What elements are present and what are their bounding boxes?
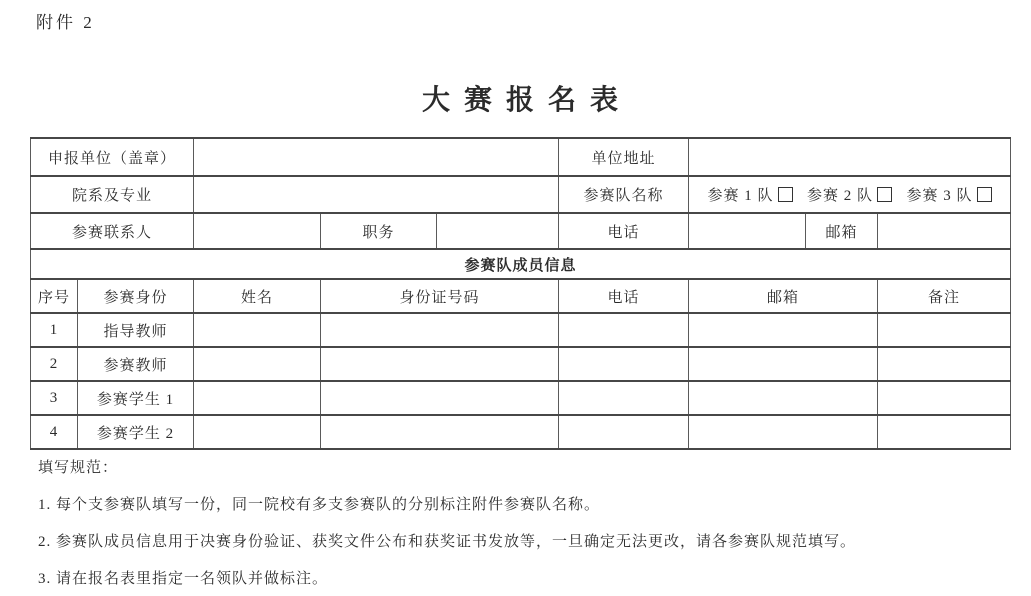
unit-address-field[interactable] bbox=[689, 138, 1011, 176]
department-label: 院系及专业 bbox=[31, 176, 194, 213]
position-field[interactable] bbox=[437, 213, 559, 249]
department-field[interactable] bbox=[194, 176, 559, 213]
member-2-email-field[interactable] bbox=[689, 347, 878, 381]
member-1-no: 1 bbox=[31, 313, 78, 347]
row-members-section bbox=[31, 249, 1011, 279]
contact-label: 参赛联系人 bbox=[31, 213, 194, 249]
members-section-title: 参赛队成员信息 bbox=[31, 249, 1011, 279]
registration-form-table bbox=[30, 137, 1011, 450]
col-header-no: 序号 bbox=[31, 279, 78, 313]
member-3-id-field[interactable] bbox=[321, 381, 559, 415]
team-name-label: 参赛队名称 bbox=[559, 176, 689, 213]
col-header-name: 姓名 bbox=[194, 279, 321, 313]
team-option-3-label: 参赛 3 队 bbox=[906, 188, 973, 204]
col-header-email: 邮箱 bbox=[689, 279, 878, 313]
team-option-2-label: 参赛 2 队 bbox=[807, 188, 874, 204]
member-4-phone-field[interactable] bbox=[559, 415, 689, 449]
member-2-note-field[interactable] bbox=[878, 347, 1011, 381]
team-option-3 bbox=[907, 184, 992, 205]
member-4-note-field[interactable] bbox=[878, 415, 1011, 449]
note-item-2: 2. 参赛队成员信息用于决赛身份验证、获奖文件公布和获奖证书发放等，一旦确定无法更改，请各参赛队规范填写。 bbox=[38, 534, 857, 550]
team-options bbox=[693, 184, 1006, 205]
contact-email-field[interactable] bbox=[878, 213, 1011, 249]
member-2-no: 2 bbox=[31, 347, 78, 381]
member-3-name-field[interactable] bbox=[194, 381, 321, 415]
member-2-phone-field[interactable] bbox=[559, 347, 689, 381]
col-header-role: 参赛身份 bbox=[78, 279, 194, 313]
declaring-unit-label: 申报单位（盖章） bbox=[31, 138, 194, 176]
member-4-no: 4 bbox=[31, 415, 78, 449]
member-3-note-field[interactable] bbox=[878, 381, 1011, 415]
member-row-2 bbox=[31, 347, 1011, 381]
member-2-id-field[interactable] bbox=[321, 347, 559, 381]
member-4-role: 参赛学生 2 bbox=[78, 415, 194, 449]
col-header-note: 备注 bbox=[878, 279, 1011, 313]
member-3-role: 参赛学生 1 bbox=[78, 381, 194, 415]
member-1-phone-field[interactable] bbox=[559, 313, 689, 347]
col-header-phone: 电话 bbox=[559, 279, 689, 313]
member-3-phone-field[interactable] bbox=[559, 381, 689, 415]
row-declaring-unit bbox=[31, 138, 1011, 176]
team-2-checkbox[interactable] bbox=[877, 187, 892, 202]
team-option-1 bbox=[708, 184, 793, 205]
notes-heading: 填写规范： bbox=[38, 460, 119, 476]
member-row-3 bbox=[31, 381, 1011, 415]
contact-email-label: 邮箱 bbox=[806, 213, 878, 249]
team-1-checkbox[interactable] bbox=[778, 187, 793, 202]
member-1-role: 指导教师 bbox=[78, 313, 194, 347]
col-header-id: 身份证号码 bbox=[321, 279, 559, 313]
team-option-1-label: 参赛 1 队 bbox=[707, 188, 774, 204]
row-contact bbox=[31, 213, 1011, 249]
member-1-note-field[interactable] bbox=[878, 313, 1011, 347]
notes-section bbox=[38, 456, 856, 596]
member-4-email-field[interactable] bbox=[689, 415, 878, 449]
declaring-unit-field[interactable] bbox=[194, 138, 559, 176]
team-3-checkbox[interactable] bbox=[977, 187, 992, 202]
row-members-header bbox=[31, 279, 1011, 313]
team-option-2 bbox=[807, 184, 892, 205]
member-2-name-field[interactable] bbox=[194, 347, 321, 381]
page-title: 大赛报名表 bbox=[421, 85, 632, 116]
note-item-1: 1. 每个支参赛队填写一份，同一院校有多支参赛队的分别标注附件参赛队名称。 bbox=[38, 497, 601, 513]
position-label: 职务 bbox=[321, 213, 437, 249]
member-3-no: 3 bbox=[31, 381, 78, 415]
unit-address-label: 单位地址 bbox=[559, 138, 689, 176]
member-1-id-field[interactable] bbox=[321, 313, 559, 347]
member-4-name-field[interactable] bbox=[194, 415, 321, 449]
contact-phone-label: 电话 bbox=[559, 213, 689, 249]
member-row-4 bbox=[31, 415, 1011, 449]
member-4-id-field[interactable] bbox=[321, 415, 559, 449]
member-1-name-field[interactable] bbox=[194, 313, 321, 347]
note-item-3: 3. 请在报名表里指定一名领队并做标注。 bbox=[38, 571, 329, 587]
member-2-role: 参赛教师 bbox=[78, 347, 194, 381]
member-1-email-field[interactable] bbox=[689, 313, 878, 347]
member-row-1 bbox=[31, 313, 1011, 347]
contact-field[interactable] bbox=[194, 213, 321, 249]
member-3-email-field[interactable] bbox=[689, 381, 878, 415]
attachment-label: 附件 2 bbox=[36, 13, 95, 32]
row-department bbox=[31, 176, 1011, 213]
team-options-cell bbox=[689, 176, 1011, 213]
contact-phone-field[interactable] bbox=[689, 213, 806, 249]
